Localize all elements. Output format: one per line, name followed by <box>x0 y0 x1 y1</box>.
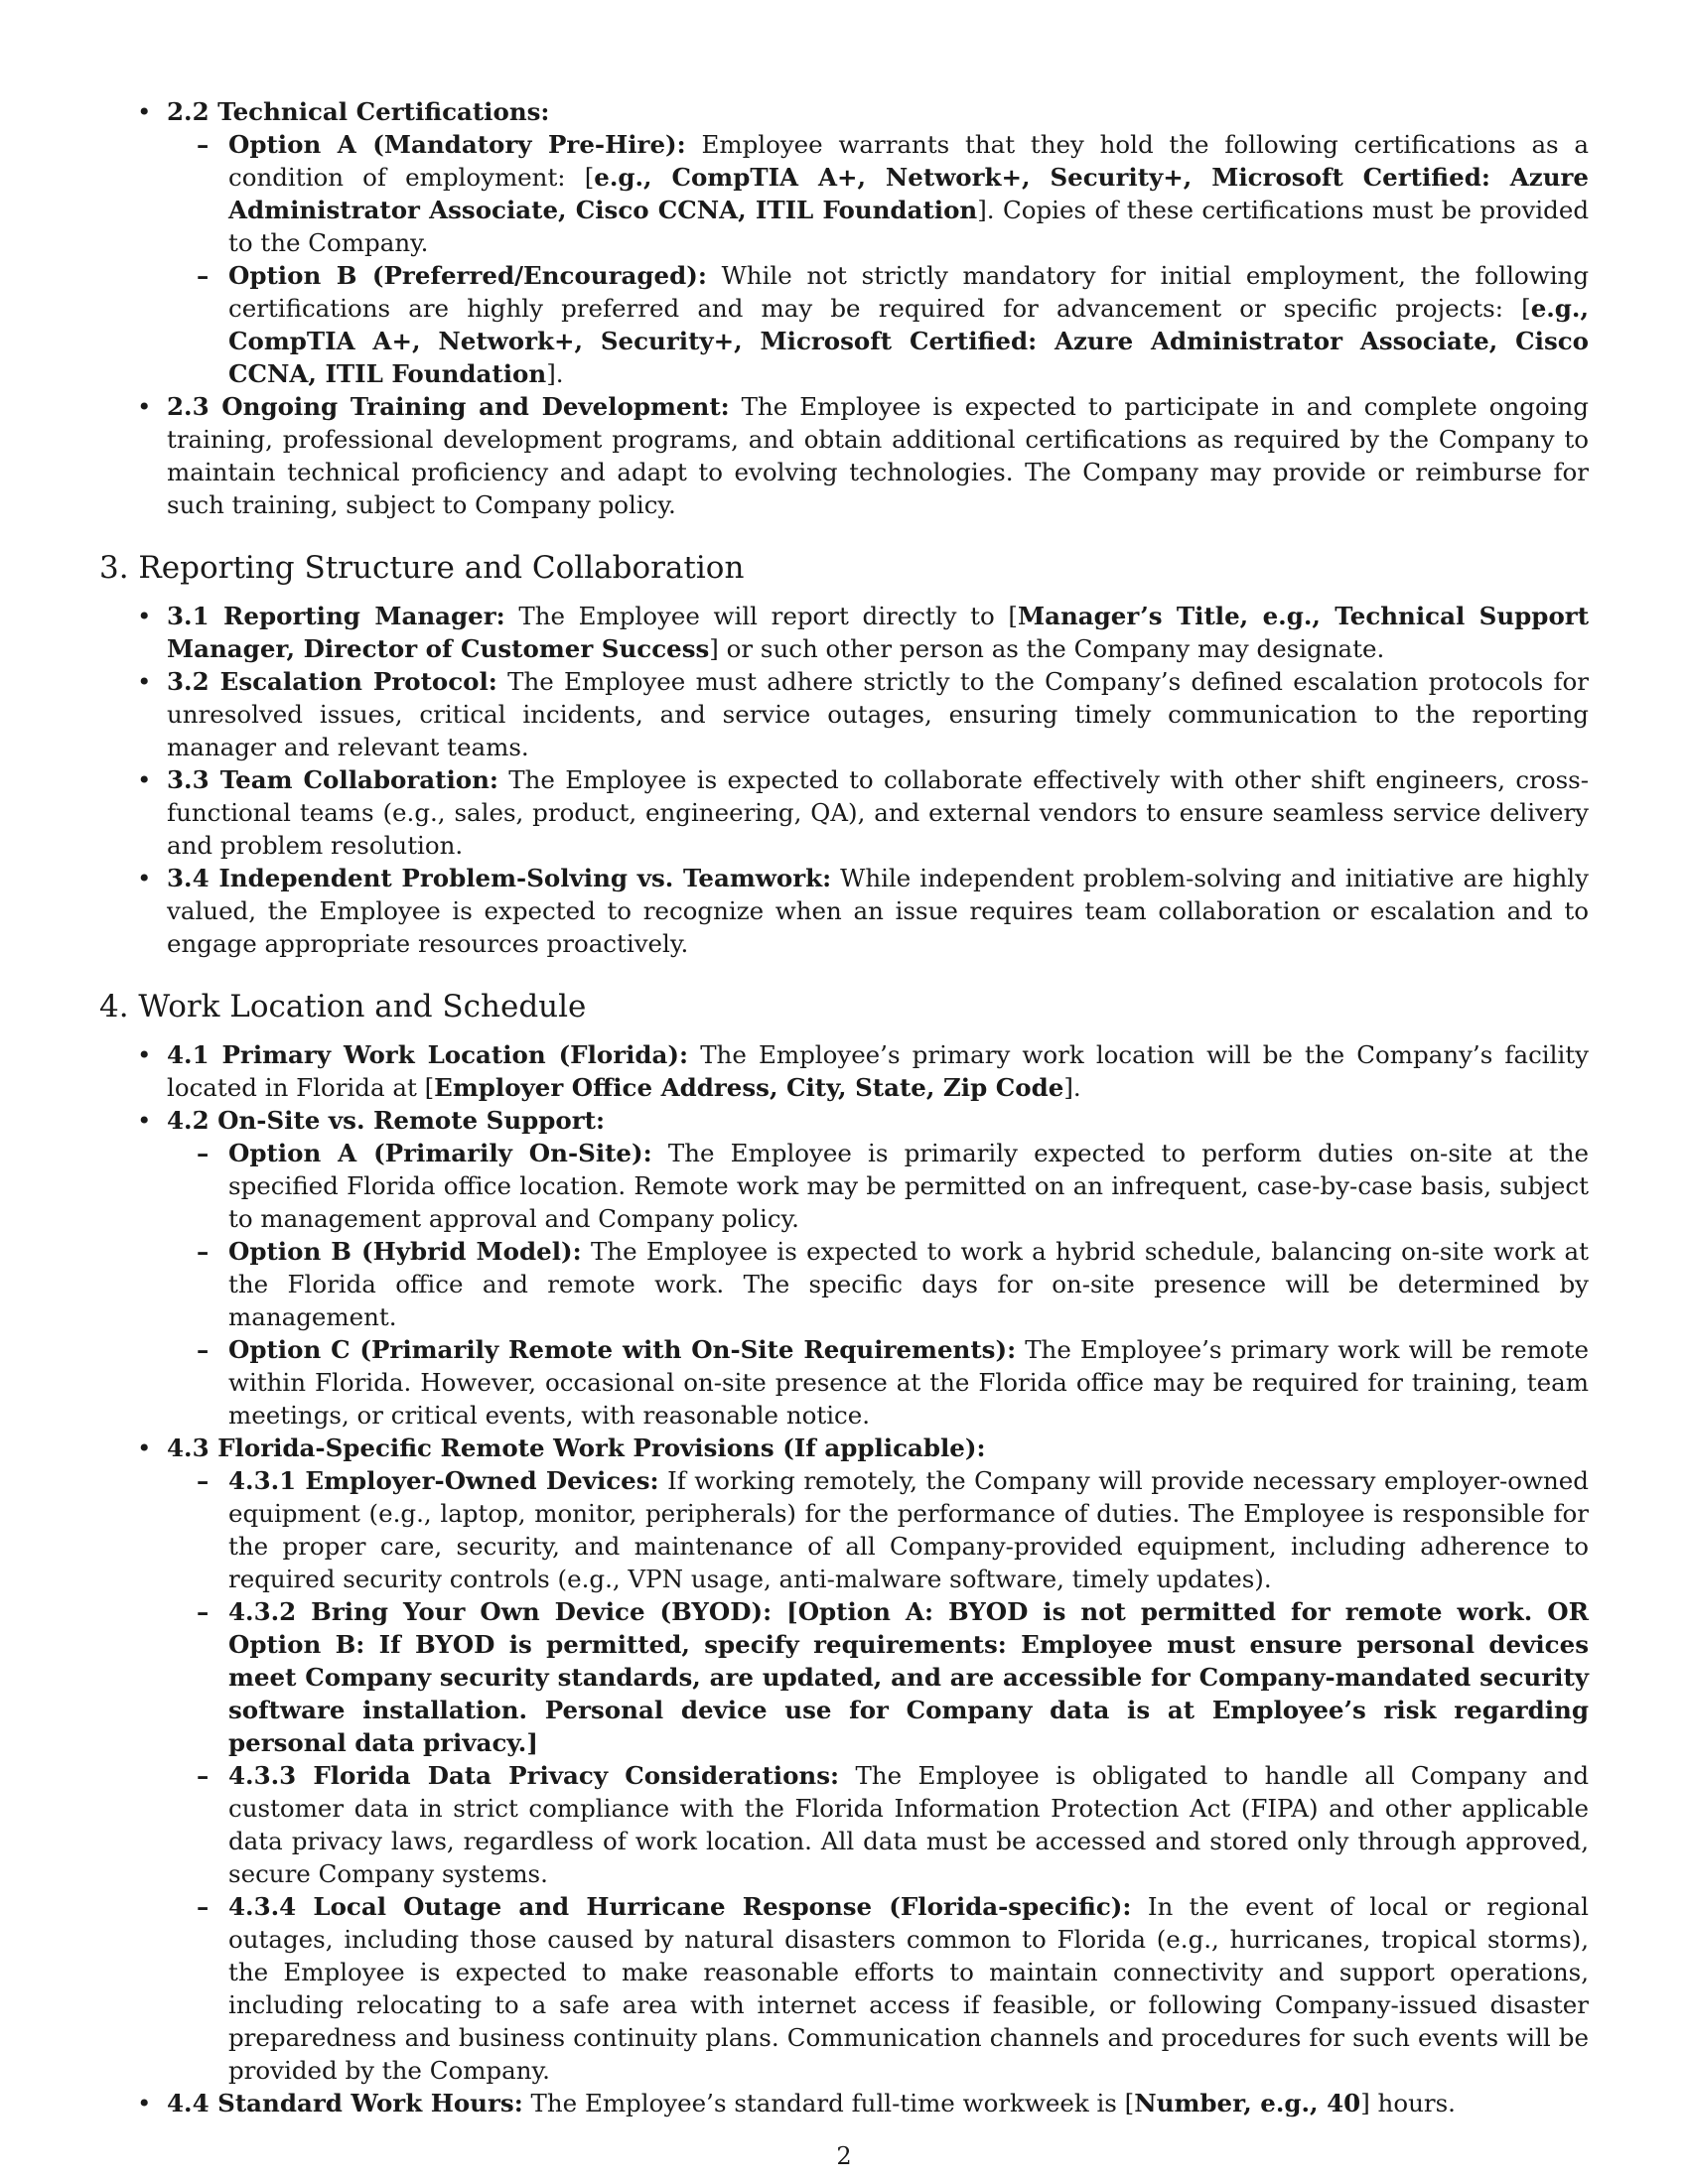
item-text: ] hours. <box>1360 2089 1456 2117</box>
item-label: 4.4 Standard Work Hours: <box>167 2089 523 2117</box>
section-4-list <box>99 1038 1589 2119</box>
option-label: 4.3.3 Florida Data Privacy Considerations: <box>228 1761 840 1790</box>
item-text: The Employee is expected to collaborate effectively with other shift engineers, cross-functional teams (e.g., sales, product, engineering, QA), and external vendors to ensure seamless service delivery and problem resolution. <box>167 765 1589 860</box>
section-4-heading: 4. Work Location and Schedule <box>99 989 587 1024</box>
item-text: The Employee’s primary work will be remote within Florida. However, occasional on-site presence at the Florida office may be required for training, team meetings, or critical events, with reasonable notice. <box>228 1335 1589 1430</box>
list-item-2-2 <box>99 95 1589 390</box>
item-text: The Employee’s standard full-time workweek is [ <box>522 2089 1135 2117</box>
placeholder-text: Manager’s Title, e.g., Technical Support Manager, Director of Customer Success <box>167 602 1590 663</box>
list-item-4-1 <box>99 1038 1589 1104</box>
item-label: 3.4 Independent Problem-Solving vs. Teamwork: <box>167 864 832 892</box>
item-title: 2.2 Technical Certifications: <box>167 97 550 126</box>
placeholder-text: Employer Office Address, City, State, Zip Code <box>434 1073 1064 1102</box>
section-3-heading: 3. Reporting Structure and Collaboration <box>99 550 745 586</box>
item-title: 4.2 On-Site vs. Remote Support: <box>167 1106 606 1135</box>
placeholder-text: e.g., CompTIA A+, Network+, Security+, Microsoft Certified: Azure Administrator Associate, Cisco CCNA, ITIL Foundation <box>228 163 1589 224</box>
list-item-2-3 <box>99 390 1589 521</box>
bracket-text: [ <box>772 1597 798 1626</box>
item-text: ] or such other person as the Company may designate. <box>709 634 1385 663</box>
option-label: Option C (Primarily Remote with On-Site Requirements): <box>228 1335 1017 1364</box>
page-number: 2 <box>836 2142 852 2170</box>
document-page <box>99 95 1589 2119</box>
list-item-4-3 <box>99 1432 1589 2087</box>
item-text: The Employee is primarily expected to perform duties on-site at the specified Florida office location. Remote work may be permitted on an infrequent, case-by-case basis, subject to management approval and Company policy. <box>228 1139 1589 1233</box>
list-item-3-3 <box>99 763 1589 862</box>
list-item-3-1 <box>99 600 1589 665</box>
list-item-3-2 <box>99 665 1589 763</box>
placeholder-text: e.g., CompTIA A+, Network+, Security+, Microsoft Certified: Azure Administrator Associate, Cisco CCNA, ITIL Foundation <box>228 294 1589 388</box>
option-label: 4.3.2 Bring Your Own Device (BYOD): <box>228 1597 773 1626</box>
sublist-item-option-a <box>167 128 1589 259</box>
sublist-2-2 <box>167 128 1589 390</box>
item-text: The Employee must adhere strictly to the Company’s defined escalation protocols for unresolved issues, critical incidents, and service outages, ensuring timely communication to the reporting manager and relevant teams. <box>167 667 1590 761</box>
item-label: 3.1 Reporting Manager: <box>167 602 505 630</box>
sublist-4-3 <box>167 1464 1589 2087</box>
item-label: 3.3 Team Collaboration: <box>167 765 498 794</box>
sublist-item-4-3-3 <box>167 1759 1589 1890</box>
item-text: The Employee’s primary work location will be the Company’s facility located in Florida at [ <box>167 1040 1589 1102</box>
option-label: Option B (Hybrid Model): <box>228 1237 582 1266</box>
item-text: The Employee is expected to work a hybrid schedule, balancing on-site work at the Florida office and remote work. The specific days for on-site presence will be determined by management. <box>228 1237 1589 1331</box>
list-item-4-4 <box>99 2087 1589 2119</box>
sublist-item-4-3-4 <box>167 1890 1589 2087</box>
item-text: While independent problem-solving and initiative are highly valued, the Employee is expected to recognize when an issue requires team collaboration or escalation and to engage appropriate resources proactively. <box>167 864 1589 958</box>
option-label: Option A (Primarily On-Site): <box>228 1139 652 1167</box>
option-label: Option B (Preferred/Encouraged): <box>228 261 707 290</box>
item-text: The Employee is obligated to handle all Company and customer data in strict compliance with the Florida Information Protection Act (FIPA) and other applicable data privacy laws, regardless of work location. All data must be accessed and stored only through approved, secure Company systems. <box>228 1761 1590 1888</box>
section-2-list <box>99 95 1589 521</box>
sublist-item-option-c <box>167 1333 1589 1432</box>
item-title: 4.3 Florida-Specific Remote Work Provisions (If applicable): <box>167 1433 986 1462</box>
option-label: Option A (Mandatory Pre-Hire): <box>228 130 686 159</box>
item-text: The Employee will report directly to [ <box>504 602 1018 630</box>
sublist-item-4-3-1 <box>167 1464 1589 1595</box>
sublist-4-2 <box>167 1137 1589 1432</box>
item-text: If working remotely, the Company will provide necessary employer-owned equipment (e.g., laptop, monitor, peripherals) for the performance of duties. The Employee is responsible for the proper care, security, and maintenance of all Company-provided equipment, including adherence to required security controls (e.g., VPN usage, anti-malware software, timely updates). <box>228 1466 1589 1593</box>
item-label: 4.1 Primary Work Location (Florida): <box>167 1040 689 1069</box>
item-text: ]. <box>1063 1073 1081 1102</box>
option-label: 4.3.4 Local Outage and Hurricane Response (Florida-specific): <box>228 1892 1132 1921</box>
list-item-4-2 <box>99 1104 1589 1432</box>
placeholder-text: Option A: BYOD is not permitted for remote work. OR Option B: If BYOD is permitted, specify requirements: Employee must ensure personal devices meet Company security standards, are updated, and are accessible for Company-mandated security software installation. Personal device use for Company data is at Employee’s risk regarding personal data privacy. <box>228 1597 1589 1757</box>
item-text: In the event of local or regional outages, including those caused by natural disasters common to Florida (e.g., hurricanes, tropical storms), the Employee is expected to make reasonable efforts to maintain connectivity and support operations, including relocating to a safe area with internet access if feasible, or following Company-issued disaster preparedness and business continuity plans. Communication channels and procedures for such events will be provided by the Company. <box>228 1892 1589 2085</box>
item-text: ]. <box>546 359 564 388</box>
item-text: The Employee is expected to participate in and complete ongoing training, professional development programs, and obtain additional certifications as required by the Company to maintain technical proficiency and adapt to evolving technologies. The Company may provide or reimburse for such training, subject to Company policy. <box>167 392 1589 519</box>
item-label: 3.2 Escalation Protocol: <box>167 667 497 696</box>
item-text: While not strictly mandatory for initial employment, the following certifications are highly preferred and may be required for advancement or specific projects: [ <box>228 261 1589 323</box>
section-3-list <box>99 600 1589 960</box>
sublist-item-option-b <box>167 1235 1589 1333</box>
sublist-item-4-3-2 <box>167 1595 1589 1759</box>
item-text: Employee warrants that they hold the following certifications as a condition of employment: [ <box>228 130 1590 192</box>
sublist-item-option-b <box>167 259 1589 390</box>
item-label: 2.3 Ongoing Training and Development: <box>167 392 730 421</box>
sublist-item-option-a <box>167 1137 1589 1235</box>
placeholder-text: Number, e.g., 40 <box>1134 2089 1361 2117</box>
bracket-text: ] <box>526 1728 538 1757</box>
option-label: 4.3.1 Employer-Owned Devices: <box>228 1466 659 1495</box>
list-item-3-4 <box>99 862 1589 960</box>
item-text: ]. Copies of these certifications must be provided to the Company. <box>228 196 1590 257</box>
